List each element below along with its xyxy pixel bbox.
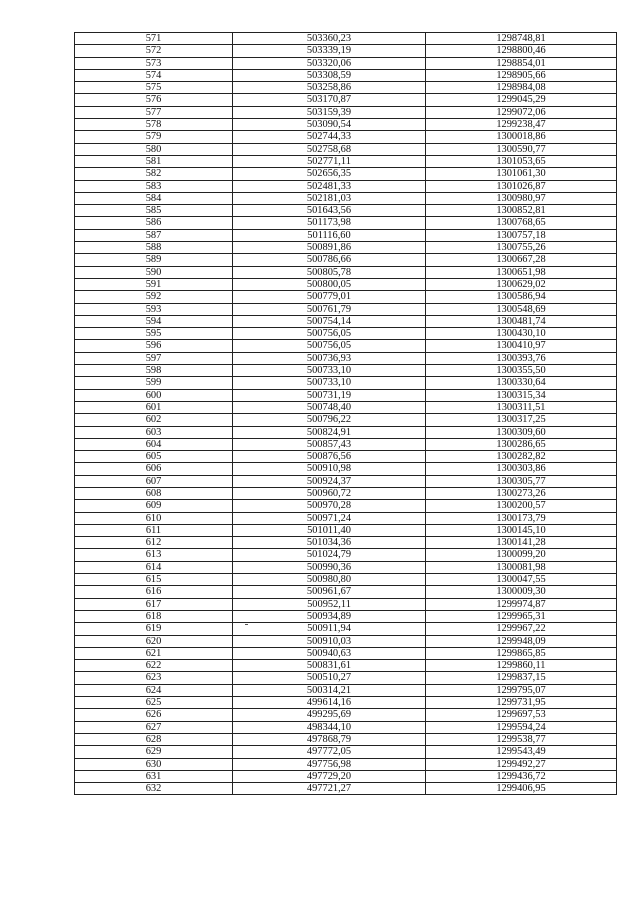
- table-row: [75, 561, 617, 573]
- y-coordinate-cell: 1300548,69: [426, 303, 617, 315]
- x-coordinate-cell: 497756,98: [233, 758, 426, 770]
- x-coordinate-cell: 500796,22: [233, 414, 426, 426]
- y-coordinate-cell: 1300309,60: [426, 426, 617, 438]
- table-row: [75, 475, 617, 487]
- table-row: [75, 315, 617, 327]
- y-coordinate-cell: 1299045,29: [426, 94, 617, 106]
- x-coordinate-cell: 501011,40: [233, 524, 426, 536]
- point-number-cell: 597: [75, 352, 233, 364]
- y-coordinate-cell: 1300755,26: [426, 242, 617, 254]
- table-row: [75, 278, 617, 290]
- y-coordinate-cell: 1300330,64: [426, 377, 617, 389]
- y-coordinate-cell: 1301026,87: [426, 180, 617, 192]
- x-coordinate-cell: 500314,21: [233, 684, 426, 696]
- point-number-cell: 599: [75, 377, 233, 389]
- y-coordinate-cell: 1299860,11: [426, 660, 617, 672]
- point-number-cell: 594: [75, 315, 233, 327]
- point-number-cell: 591: [75, 278, 233, 290]
- table-row: [75, 463, 617, 475]
- point-number-cell: 596: [75, 340, 233, 352]
- y-coordinate-cell: 1299072,06: [426, 106, 617, 118]
- point-number-cell: 575: [75, 82, 233, 94]
- table-row: [75, 549, 617, 561]
- y-coordinate-cell: 1300200,57: [426, 500, 617, 512]
- x-coordinate-cell: 500831,61: [233, 660, 426, 672]
- x-coordinate-cell: 500970,28: [233, 500, 426, 512]
- table-row: [75, 746, 617, 758]
- point-number-cell: 573: [75, 57, 233, 69]
- table-row: [75, 303, 617, 315]
- table-row: [75, 180, 617, 192]
- y-coordinate-cell: 1299795,07: [426, 684, 617, 696]
- x-coordinate-cell: 500910,98: [233, 463, 426, 475]
- table-row: [75, 647, 617, 659]
- x-coordinate-cell: 500733,10: [233, 365, 426, 377]
- y-coordinate-cell: 1298800,46: [426, 45, 617, 57]
- y-coordinate-cell: 1299594,24: [426, 721, 617, 733]
- table-row: [75, 365, 617, 377]
- x-coordinate-cell: 500805,78: [233, 266, 426, 278]
- table-row: [75, 168, 617, 180]
- table-row: [75, 131, 617, 143]
- point-number-cell: 582: [75, 168, 233, 180]
- point-number-cell: 572: [75, 45, 233, 57]
- table-row: [75, 155, 617, 167]
- table-row: [75, 57, 617, 69]
- point-number-cell: 586: [75, 217, 233, 229]
- x-coordinate-cell: 503308,59: [233, 69, 426, 81]
- table-row: [75, 33, 617, 45]
- table-row: [75, 500, 617, 512]
- y-coordinate-cell: 1300286,65: [426, 438, 617, 450]
- x-coordinate-cell: 500761,79: [233, 303, 426, 315]
- table-row: [75, 340, 617, 352]
- point-number-cell: 630: [75, 758, 233, 770]
- table-row: [75, 598, 617, 610]
- x-coordinate-cell: 501643,56: [233, 205, 426, 217]
- table-row: [75, 684, 617, 696]
- point-number-cell: 602: [75, 414, 233, 426]
- point-number-cell: 581: [75, 155, 233, 167]
- table-row: [75, 414, 617, 426]
- point-number-cell: 574: [75, 69, 233, 81]
- y-coordinate-cell: 1300305,77: [426, 475, 617, 487]
- table-row: [75, 635, 617, 647]
- point-number-cell: 621: [75, 647, 233, 659]
- y-coordinate-cell: 1300355,50: [426, 365, 617, 377]
- x-coordinate-cell: 500733,10: [233, 377, 426, 389]
- x-coordinate-cell: 500961,67: [233, 586, 426, 598]
- point-number-cell: 584: [75, 192, 233, 204]
- y-coordinate-cell: 1300586,94: [426, 291, 617, 303]
- point-number-cell: 579: [75, 131, 233, 143]
- x-coordinate-cell: 503159,39: [233, 106, 426, 118]
- y-coordinate-cell: 1299965,31: [426, 610, 617, 622]
- x-coordinate-cell: 498344,10: [233, 721, 426, 733]
- y-coordinate-cell: 1300145,10: [426, 524, 617, 536]
- y-coordinate-cell: 1300081,98: [426, 561, 617, 573]
- point-number-cell: 622: [75, 660, 233, 672]
- table-row: [75, 242, 617, 254]
- x-coordinate-cell: 502481,33: [233, 180, 426, 192]
- x-coordinate-cell: 502758,68: [233, 143, 426, 155]
- point-number-cell: 617: [75, 598, 233, 610]
- coordinates-table-body: [75, 33, 617, 795]
- y-coordinate-cell: 1299948,09: [426, 635, 617, 647]
- point-number-cell: 628: [75, 733, 233, 745]
- x-coordinate-cell: 502771,11: [233, 155, 426, 167]
- x-coordinate-cell: 500786,66: [233, 254, 426, 266]
- table-row: [75, 623, 617, 635]
- table-row: [75, 254, 617, 266]
- y-coordinate-cell: 1299697,53: [426, 709, 617, 721]
- x-coordinate-cell: 500748,40: [233, 401, 426, 413]
- point-number-cell: 627: [75, 721, 233, 733]
- x-coordinate-cell: 500857,43: [233, 438, 426, 450]
- x-coordinate-cell: 500960,72: [233, 487, 426, 499]
- x-coordinate-cell: 500891,86: [233, 242, 426, 254]
- x-coordinate-cell: 500736,93: [233, 352, 426, 364]
- table-row: [75, 143, 617, 155]
- x-coordinate-cell: 500876,56: [233, 451, 426, 463]
- y-coordinate-cell: 1300009,30: [426, 586, 617, 598]
- x-coordinate-cell: 503090,54: [233, 119, 426, 131]
- x-coordinate-cell: 500731,19: [233, 389, 426, 401]
- y-coordinate-cell: 1298905,66: [426, 69, 617, 81]
- y-coordinate-cell: 1298748,81: [426, 33, 617, 45]
- point-number-cell: 613: [75, 549, 233, 561]
- point-number-cell: 577: [75, 106, 233, 118]
- table-row: [75, 328, 617, 340]
- scan-speck: [245, 624, 248, 625]
- x-coordinate-cell: 503339,19: [233, 45, 426, 57]
- point-number-cell: 585: [75, 205, 233, 217]
- table-row: [75, 192, 617, 204]
- x-coordinate-cell: 500779,01: [233, 291, 426, 303]
- y-coordinate-cell: 1300852,81: [426, 205, 617, 217]
- table-row: [75, 709, 617, 721]
- x-coordinate-cell: 497729,20: [233, 770, 426, 782]
- x-coordinate-cell: 500754,14: [233, 315, 426, 327]
- table-row: [75, 697, 617, 709]
- table-row: [75, 217, 617, 229]
- point-number-cell: 601: [75, 401, 233, 413]
- x-coordinate-cell: 502656,35: [233, 168, 426, 180]
- x-coordinate-cell: 501116,60: [233, 229, 426, 241]
- x-coordinate-cell: 503170,87: [233, 94, 426, 106]
- table-row: [75, 537, 617, 549]
- point-number-cell: 576: [75, 94, 233, 106]
- point-number-cell: 589: [75, 254, 233, 266]
- point-number-cell: 614: [75, 561, 233, 573]
- point-number-cell: 629: [75, 746, 233, 758]
- x-coordinate-cell: 500756,05: [233, 328, 426, 340]
- x-coordinate-cell: 503320,06: [233, 57, 426, 69]
- y-coordinate-cell: 1300141,28: [426, 537, 617, 549]
- x-coordinate-cell: 501173,98: [233, 217, 426, 229]
- x-coordinate-cell: 503258,86: [233, 82, 426, 94]
- x-coordinate-cell: 500940,63: [233, 647, 426, 659]
- y-coordinate-cell: 1300311,51: [426, 401, 617, 413]
- point-number-cell: 631: [75, 770, 233, 782]
- table-row: [75, 69, 617, 81]
- y-coordinate-cell: 1299406,95: [426, 783, 617, 795]
- y-coordinate-cell: 1300980,97: [426, 192, 617, 204]
- point-number-cell: 625: [75, 697, 233, 709]
- x-coordinate-cell: 497868,79: [233, 733, 426, 745]
- point-number-cell: 610: [75, 512, 233, 524]
- table-row: [75, 426, 617, 438]
- point-number-cell: 587: [75, 229, 233, 241]
- x-coordinate-cell: 500924,37: [233, 475, 426, 487]
- y-coordinate-cell: 1300018,86: [426, 131, 617, 143]
- y-coordinate-cell: 1300099,20: [426, 549, 617, 561]
- point-number-cell: 588: [75, 242, 233, 254]
- table-row: [75, 672, 617, 684]
- table-row: [75, 106, 617, 118]
- table-row: [75, 401, 617, 413]
- x-coordinate-cell: 500510,27: [233, 672, 426, 684]
- y-coordinate-cell: 1300282,82: [426, 451, 617, 463]
- coordinates-table: [74, 32, 617, 795]
- y-coordinate-cell: 1299538,77: [426, 733, 617, 745]
- point-number-cell: 593: [75, 303, 233, 315]
- y-coordinate-cell: 1298984,08: [426, 82, 617, 94]
- y-coordinate-cell: 1301061,30: [426, 168, 617, 180]
- y-coordinate-cell: 1300393,76: [426, 352, 617, 364]
- x-coordinate-cell: 500971,24: [233, 512, 426, 524]
- y-coordinate-cell: 1299837,15: [426, 672, 617, 684]
- x-coordinate-cell: 500910,03: [233, 635, 426, 647]
- point-number-cell: 608: [75, 487, 233, 499]
- y-coordinate-cell: 1300047,55: [426, 574, 617, 586]
- table-row: [75, 94, 617, 106]
- point-number-cell: 620: [75, 635, 233, 647]
- y-coordinate-cell: 1299436,72: [426, 770, 617, 782]
- table-row: [75, 438, 617, 450]
- point-number-cell: 605: [75, 451, 233, 463]
- point-number-cell: 571: [75, 33, 233, 45]
- point-number-cell: 595: [75, 328, 233, 340]
- table-row: [75, 512, 617, 524]
- x-coordinate-cell: 500756,05: [233, 340, 426, 352]
- table-row: [75, 352, 617, 364]
- table-row: [75, 721, 617, 733]
- point-number-cell: 578: [75, 119, 233, 131]
- x-coordinate-cell: 500934,89: [233, 610, 426, 622]
- y-coordinate-cell: 1299492,27: [426, 758, 617, 770]
- point-number-cell: 616: [75, 586, 233, 598]
- point-number-cell: 626: [75, 709, 233, 721]
- x-coordinate-cell: 500980,80: [233, 574, 426, 586]
- point-number-cell: 612: [75, 537, 233, 549]
- y-coordinate-cell: 1300629,02: [426, 278, 617, 290]
- table-row: [75, 783, 617, 795]
- table-row: [75, 660, 617, 672]
- table-row: [75, 451, 617, 463]
- y-coordinate-cell: 1299865,85: [426, 647, 617, 659]
- y-coordinate-cell: 1298854,01: [426, 57, 617, 69]
- point-number-cell: 592: [75, 291, 233, 303]
- point-number-cell: 632: [75, 783, 233, 795]
- y-coordinate-cell: 1299731,95: [426, 697, 617, 709]
- table-row: [75, 266, 617, 278]
- y-coordinate-cell: 1300768,65: [426, 217, 617, 229]
- y-coordinate-cell: 1300430,10: [426, 328, 617, 340]
- table-row: [75, 733, 617, 745]
- y-coordinate-cell: 1300410,97: [426, 340, 617, 352]
- y-coordinate-cell: 1299543,49: [426, 746, 617, 758]
- table-row: [75, 119, 617, 131]
- point-number-cell: 600: [75, 389, 233, 401]
- x-coordinate-cell: 499295,69: [233, 709, 426, 721]
- table-row: [75, 770, 617, 782]
- table-row: [75, 45, 617, 57]
- point-number-cell: 615: [75, 574, 233, 586]
- x-coordinate-cell: 502181,03: [233, 192, 426, 204]
- x-coordinate-cell: 500952,11: [233, 598, 426, 610]
- y-coordinate-cell: 1300317,25: [426, 414, 617, 426]
- y-coordinate-cell: 1301053,65: [426, 155, 617, 167]
- x-coordinate-cell: 497772,05: [233, 746, 426, 758]
- x-coordinate-cell: 503360,23: [233, 33, 426, 45]
- point-number-cell: 609: [75, 500, 233, 512]
- table-row: [75, 586, 617, 598]
- point-number-cell: 624: [75, 684, 233, 696]
- y-coordinate-cell: 1300173,79: [426, 512, 617, 524]
- point-number-cell: 583: [75, 180, 233, 192]
- x-coordinate-cell: 500824,91: [233, 426, 426, 438]
- y-coordinate-cell: 1299967,22: [426, 623, 617, 635]
- point-number-cell: 590: [75, 266, 233, 278]
- x-coordinate-cell: 501024,79: [233, 549, 426, 561]
- y-coordinate-cell: 1300651,98: [426, 266, 617, 278]
- y-coordinate-cell: 1300481,74: [426, 315, 617, 327]
- table-row: [75, 82, 617, 94]
- y-coordinate-cell: 1300667,28: [426, 254, 617, 266]
- y-coordinate-cell: 1300315,34: [426, 389, 617, 401]
- table-row: [75, 229, 617, 241]
- point-number-cell: 603: [75, 426, 233, 438]
- table-row: [75, 205, 617, 217]
- x-coordinate-cell: 502744,33: [233, 131, 426, 143]
- point-number-cell: 606: [75, 463, 233, 475]
- point-number-cell: 619: [75, 623, 233, 635]
- y-coordinate-cell: 1300757,18: [426, 229, 617, 241]
- y-coordinate-cell: 1299238,47: [426, 119, 617, 131]
- y-coordinate-cell: 1299974,87: [426, 598, 617, 610]
- table-row: [75, 574, 617, 586]
- y-coordinate-cell: 1300303,86: [426, 463, 617, 475]
- x-coordinate-cell: 500990,36: [233, 561, 426, 573]
- point-number-cell: 623: [75, 672, 233, 684]
- point-number-cell: 607: [75, 475, 233, 487]
- point-number-cell: 598: [75, 365, 233, 377]
- table-row: [75, 487, 617, 499]
- x-coordinate-cell: 499614,16: [233, 697, 426, 709]
- x-coordinate-cell: 497721,27: [233, 783, 426, 795]
- table-row: [75, 291, 617, 303]
- table-row: [75, 377, 617, 389]
- point-number-cell: 611: [75, 524, 233, 536]
- x-coordinate-cell: 500800,05: [233, 278, 426, 290]
- table-row: [75, 758, 617, 770]
- y-coordinate-cell: 1300273,26: [426, 487, 617, 499]
- table-row: [75, 389, 617, 401]
- y-coordinate-cell: 1300590,77: [426, 143, 617, 155]
- point-number-cell: 580: [75, 143, 233, 155]
- table-row: [75, 610, 617, 622]
- x-coordinate-cell: 501034,36: [233, 537, 426, 549]
- point-number-cell: 618: [75, 610, 233, 622]
- point-number-cell: 604: [75, 438, 233, 450]
- x-coordinate-cell: 500911,94: [233, 623, 426, 635]
- table-row: [75, 524, 617, 536]
